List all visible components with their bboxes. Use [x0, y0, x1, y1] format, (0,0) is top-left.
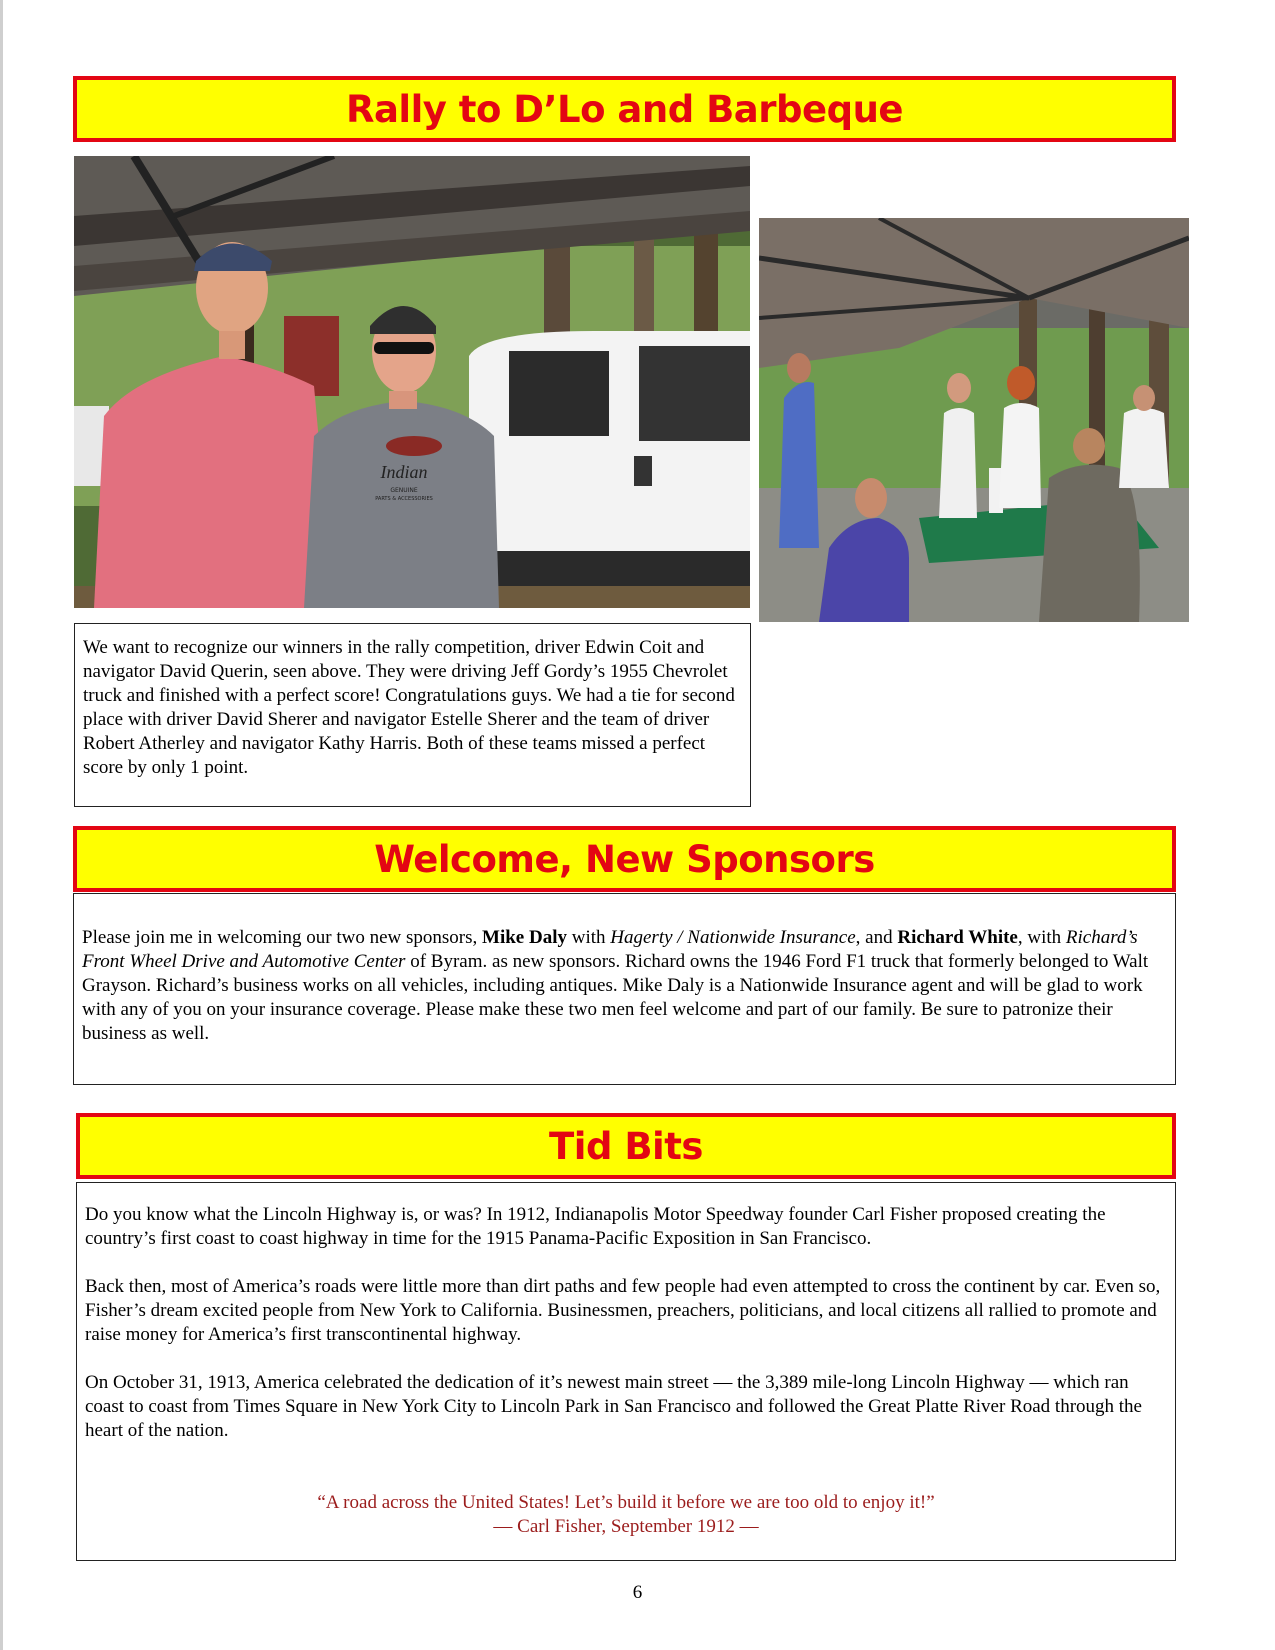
- rally-title: Rally to D’Lo and Barbeque: [345, 87, 904, 131]
- barbeque-crowd-photo: [759, 218, 1189, 622]
- page-edge-line: [0, 0, 3, 1650]
- shirt-logo-text: Indian: [380, 462, 428, 482]
- sponsors-paragraph: Please join me in welcoming our two new sponsors, Mike Daly with Hagerty / Nationwide Insurance, and Richard White, with Richard’s Front Wheel Drive and Automotive Center of Byram. as new sponsors. Richard owns the 1946 Ford F1 truck that formerly belonged to Walt Grayson. Richard’s business works on all vehicles, including antiques. Mike Daly is a Nationwide Insurance agent and will be glad to work with any of you on your insurance coverage. Please make these two men feel welcome and part of our family. Be sure to patronize their business as well.: [82, 927, 1149, 1044]
- tidbits-para-1: Do you know what the Lincoln Highway is, or was? In 1912, Indianapolis Motor Speedway founder Carl Fisher proposed creating the country’s first coast to coast highway in time for the 1915 Panama-Pacific Exposition in San Francisco.: [85, 1204, 1106, 1249]
- quote-attribution: — Carl Fisher, September 1912 —: [493, 1516, 759, 1537]
- shirt-logo-sub1: GENUINE: [390, 487, 418, 494]
- page-number: 6: [632, 1582, 643, 1603]
- sponsors-title: Welcome, New Sponsors: [374, 837, 875, 881]
- sponsor-company-hagerty: Hagerty / Nationwide Insurance: [610, 927, 856, 948]
- sponsor-name-mike-daly: Mike Daly: [482, 927, 567, 948]
- sponsors-box: [73, 893, 1176, 1085]
- rally-caption-text: We want to recognize our winners in the rally competition, driver Edwin Coit and navigator David Querin, seen above. They were driving Jeff Gordy’s 1955 Chevrolet truck and finished with a perfect score! Congratulations guys. We had a tie for second place with driver David Sherer and navigator Estelle Sherer and the team of driver Robert Atherley and navigator Kathy Harris. Both of these teams missed a perfect score by only 1 point.: [83, 637, 735, 778]
- tidbits-para-2: Back then, most of America’s roads were little more than dirt paths and few people had even attempted to cross the continent by car. Even so, Fisher’s dream excited people from New York to California. Businessmen, preachers, politicians, and local citizens all rallied to promote and raise money for America’s first transcontinental highway.: [85, 1276, 1161, 1345]
- rally-caption-box: [74, 623, 751, 807]
- sponsor-company-richards: Richard’s Front Wheel Drive and Automotive Center: [82, 927, 1138, 972]
- tidbits-box: [76, 1182, 1176, 1561]
- tidbits-para-3: On October 31, 1913, America celebrated the dedication of it’s newest main street — the 3,389 mile-long Lincoln Highway — which ran coast to coast from Times Square in New York City to Lincoln Park in San Francisco and followed the Great Platte River Road through the heart of the nation.: [85, 1372, 1142, 1441]
- rally-banner: [73, 76, 1176, 142]
- tidbits-title: Tid Bits: [549, 1124, 703, 1168]
- carl-fisher-quote: “A road across the United States! Let’s build it before we are too old to enjoy it!”: [317, 1492, 935, 1513]
- tidbits-banner: [76, 1113, 1176, 1179]
- rally-winners-photo: [74, 156, 750, 608]
- shirt-logo-sub2: PARTS & ACCESSORIES: [375, 496, 433, 502]
- sponsors-banner: [73, 826, 1176, 892]
- sponsor-name-richard-white: Richard White: [897, 927, 1018, 948]
